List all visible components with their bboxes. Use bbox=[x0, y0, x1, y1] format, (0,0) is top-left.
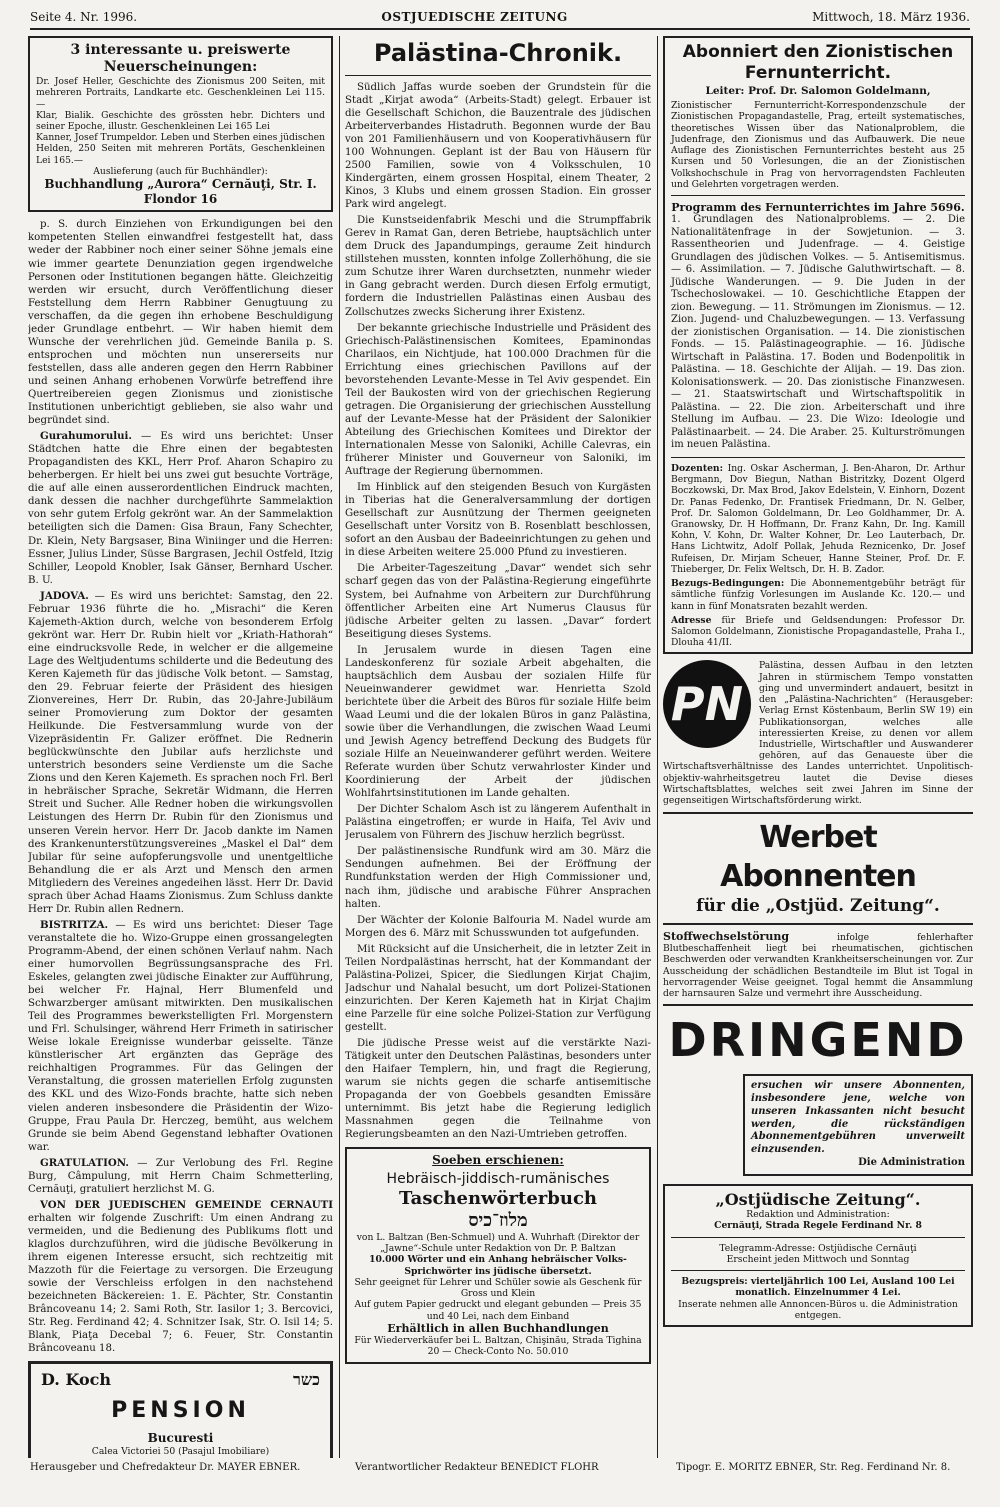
article-paragraph: — Es wird uns berichtet: Dieser Tage veranstaltete die ho. Wizo-Gruppe einen grossangelegten Programm-Abend, der einen schönen Verlauf nahm. Nach einer humorvollen Begrüssungsansprache des Frl. Eskeles, gelangten zwei jüdische Einakter zur Aufführung, bei welcher Fr. Hajnal, Herr Blumenfeld und Schwarzberger amüsant mitwirkten. Den musikalischen Teil des Programmes bewerkstelligten Frl. Morgenstern und Frl. Schulsinger, während Herr Frimeth in satirischer Weise lokale Ereignisse wunderbar geisselte. Tänze künstlerischer Art ergänzten das Gepräge des reichhaltigen Programmes. Für das Gelingen der Veranstaltung, die grossen materiellen Erfolg zugunsten des KKL und des Wizo-Fonds brachte, hatte sich neben vielen anderen insbesondere die Präsidentin der Wizo-Gruppe, Frau Paula Dr. Herczeg, bemüht, aus welchem Grunde sie beim Abend Gegenstand lebhafter Ovationen war. bbox=[28, 919, 333, 1153]
fernunterricht-address-heading: Adresse bbox=[671, 614, 712, 626]
page-header bbox=[30, 6, 970, 30]
dringend-signature: Die Administration bbox=[858, 1156, 965, 1168]
article-paragraph: — Es wird uns berichtet: Samstag, den 22. Februar 1936 führte die ho. „Misrachi“ die Keren Kajemeth-Aktion durch, welche von besonderem Erfolg gekrönt war. Herr Dr. Rubin hielt vor „Kriath-Hathorah“ eine eindrucksvolle Rede, in welcher er die allgemeine Lage des Weltjudentums schilderte und die Bedeutung des Keren Kajemeth für das jüdische Volk betont. — Samstag, den 29. Februar feierte der Präsident des hiesigen Zionvereines, Herr Dr. Rubin, das 20-Jahre-Jubiläum seiner Promovierung zum Doktor der gesamten Heilkunde. Die Festversammlung wurde von der Vizepräsidentin Fr. Galizer eröffnet. Die Rednerin beglückwünschte den Jubilar aufs herzlichste und unterstrich besonders seine Verdienste um die Sache Zions und den Keren Kajemeth. Es sprachen noch Frl. Berl in hebräischer Sprache, Sekretär Widmann, die Herren Streit und Sucher. Alle Redner hoben die wirkungsvollen Leistungen des Herrn Dr. Rubin für den Zionismus und unseren Verein hervor. Herr Dr. Jacob dankte im Namen des Krankenunterstützungsvereines „Maskel el Dal“ dem Jubilar für seine aufopferungsvolle und unentgeltliche Behandlung die er als Arzt und Mensch den armen Mitgliedern des Vereines angedeihen lässt. Herr Dr. David sprach über Achad Haams Zionismus. Zum Schluss dankte Herr Dr. Rubin allen Rednern. bbox=[28, 590, 333, 915]
fernunterricht-dozenten-heading: Dozenten: bbox=[671, 462, 723, 474]
article-heading: BISTRITZA. bbox=[40, 918, 109, 931]
togal-advert bbox=[663, 930, 973, 1000]
column-divider bbox=[339, 36, 340, 1458]
article-paragraph: Mit Rücksicht auf die Unsicherheit, die in letzter Zeit in Teilen Nordpalästinas herrscht, hat der Kommandant der Palästina-Polizei, Spicer, die Siedlungen Kirjat Chajim, Jadschur und Nahalal besucht, um dort Polizei-Stationen einzurichten. Der Keren Kajemeth hat in Kirjat Chajim eine Parzelle für eine solche Polizei-Station zur Verfügung gestellt. bbox=[345, 943, 651, 1033]
ostjuedische-zeitung-info bbox=[663, 1184, 973, 1327]
article-paragraph: Der Dichter Schalom Asch ist zu längerem Aufenthalt in Palästina eingetroffen; er wurde in Haifa, Tel Aviv und Jerusalem von Führern des Jischuw herzlich begrüsst. bbox=[345, 804, 651, 842]
werbet-headline: Werbet Abonnenten bbox=[720, 820, 916, 894]
pension-address: Calea Victoriei 50 (Pasajul Imobiliare) bbox=[91, 1446, 270, 1458]
article-paragraph: erhalten wir folgende Zuschrift: Um einen Andrang zu vermeiden, und die Bedienung des Publikums flott und klaglos durchzuführen, wird die jüdische Bevölkerung in ihrem eigenen Interesse ersucht, sich rechtzeitig mit Mazzoth für die Feiertage zu versorgen. Die Erzeugung sowie der Verschleiss erfolgen in den nachstehend bezeichneten Bäckereien: 1. E. Pächter, Str. Constantin Brâncoveanu 14; 2. Sami Roth, Str. Iasilor 1; 3. Bercovici, Str. Reg. Ferdinand 42; 4. Schnitzer Isak, Str. O. Isil 14; 5. Blank, Piaţa Decebal 7; 6. Feuer, Str. Constantin Brâncoveanu 18. bbox=[28, 1212, 333, 1355]
dringend-headline: DRINGEND bbox=[668, 1013, 968, 1068]
fernunterricht-address: für Briefe und Geldsendungen: Professor Dr. Salomon Goldelmann, Zionistische Propagandastelle, Praha I., Dlouha 41/II. bbox=[671, 614, 966, 649]
pension-title: PENSION bbox=[111, 1397, 250, 1423]
fernunterricht-terms: Die Abonnementgebühr beträgt für sämtliche fünfzig Vorlesungen im Auslande Kc. 120.— und kann in fünf Monatsraten bezahlt werden. bbox=[671, 578, 966, 612]
book-advert-line: Kanner, Josef Trumpeldor. Leben und Sterben eines jüdischen Helden, 250 Seiten mit mehreren Portäts, Geschenkleinen Lei 165.— bbox=[36, 132, 325, 166]
article-heading: VON DER JUEDISCHEN GEMEINDE CERNAUTI bbox=[40, 1198, 333, 1211]
fernunterricht-program-heading: Programm des Fernunterrichtes im Jahre 5696. bbox=[671, 201, 965, 215]
pension-advert bbox=[28, 1361, 333, 1458]
article-paragraph: — Zur Verlobung des Frl. Regine Burg, Câmpulung, mit Herrn Chaim Schmetterling, Cernăuţi, gratuliert herzlichst M. G. bbox=[28, 1157, 333, 1195]
dictionary-text: Sehr geeignet für Lehrer und Schüler sowie als Geschenk für Gross und Klein bbox=[354, 1276, 642, 1300]
column-divider bbox=[657, 36, 658, 1458]
article-heading: GRATULATION. bbox=[40, 1156, 129, 1169]
article-paragraph: Die Arbeiter-Tageszeitung „Davar“ wendet sich sehr scharf gegen das von der Palästina-Regierung eingeführte System, bei Aufnahme von Arbeitern zur Durchführung öffentlicher Arbeiten eine Art Numerus Clausus für jüdische Arbeiter gelten zu lassen. „Davar“ fordert Beseitigung dieses Systems. bbox=[345, 563, 651, 640]
pn-logo-icon bbox=[663, 660, 751, 748]
fernunterricht-terms-heading: Bezugs-Bedingungen: bbox=[671, 578, 785, 590]
column-left bbox=[28, 36, 333, 1458]
dictionary-banner: Soeben erschienen: bbox=[432, 1153, 564, 1168]
dictionary-title: Hebräisch-jiddisch-rumänisches bbox=[386, 1171, 610, 1188]
togal-heading: Stoffwechselstörung bbox=[663, 929, 790, 943]
book-advert-title: 3 interessante u. preiswerte Neuerscheinungen: bbox=[70, 42, 291, 76]
oz-info-line: Bezugspreis: vierteljährlich 100 Lei, Ausland 100 Lei monatlich. Einzelnummer 4 Lei. bbox=[681, 1276, 955, 1299]
oz-info-line: Erscheint jeden Mittwoch und Sonntag bbox=[726, 1253, 910, 1265]
footer-editor: Verantwortlicher Redakteur BENEDICT FLOHR bbox=[355, 1462, 599, 1473]
section-title: Palästina-Chronik. bbox=[373, 39, 623, 67]
fernunterricht-program: 1. Grundlagen des Nationalproblems. — 2. Die Nationalitätenfrage in der Sowjetunion. — 3. Rassentheorien und Judenfrage. — 4. Geistige Grundlagen des jüdischen Volkes. — 5. Antisemitismus. — 6. Assimilation. — 7. Jüdische Galuthwirtschaft. — 8. Jüdische Wanderungen. — 9. Die Juden in der Tschechoslowakei. — 10. Geschichtliche Etappen der zion. Bewegung. — 11. Strömungen im Zionismus. — 12. Zion. Jugend- und Chaluzbewegungen. — 13. Verfassung der zionistischen Organisation. — 14. Die zionistischen Fonds. — 15. Palästinageographie. — 16. Jüdische Wirtschaft in Palästina. 17. Boden und Bodenpolitik in Palästina. — 18. Geschichte der Alijah. — 19. Das zion. Kolonisationswerk. — 20. Das zionistische Finanzwesen. — 21. Staatswirtschaft und Wirtschaftspolitik in Palästina. — 22. Die zion. Arbeiterschaft und ihre Stellung im Aufbau. — 23. Die Wizo: Ideologie und Palästinaarbeit. — 24. Die Araber. 25. Kulturströmungen im neuen Palästina. bbox=[671, 214, 965, 451]
fernunterricht-dozenten: Ing. Oskar Ascherman, J. Ben-Aharon, Dr. Arthur Bergmann, Dov Biegun, Nathan Bistritzky, Dozent Olgerd Boczkowski, Dr. Max Brod, Jakov Edelstein, V. Einhorn, Dozent Dr. Panas Fedenko, Dr. Frantisek Friedmann, Dr. N. Gelber, Prof. Dr. Salomon Goldelmann, Dr. Leo Goldhammer, Dr. A. Granowsky, Dr. H Hoffmann, Dr. Franz Kahn, Dr. Ing. Kamill Kohn, V. Kohn, Dr. Walter Kohner, Dr. Leo Lauterbach, Dr. Hans Lichtwitz, Adolf Pollak, Jehuda Reznicenko, Dr. Josef Rufeisen, Dr. Mirjam Scheuer, Hanne Steiner, Prof. Dr. F. Thieberger, Dr. Felix Weltsch, Dr. H. B. Zador. bbox=[671, 462, 966, 575]
article-paragraph: Der bekannte griechische Industrielle und Präsident des Griechisch-Palästinensischen Komitees, Epaminondas Charilaos, ein Nichtjude, hat 100.000 Drachmen für die Errichtung eines griechischen Pavillons auf der bevorstehenden Levante-Messe in Tel Aviv gespendet. Ein Teil der Baukosten wird von der griechischen Regierung getragen. Die Organisierung der griechischen Ausstellung auf der Levante-Messe hat der Präsident der Salonikier Abteilung des Griechischen Komitees und Direktor der Internationalen Messe von Saloniki, Achille Calevras, ein früherer Minister und Gouverneur von Saloniki, im Auftrage der Regierung übernommen. bbox=[345, 322, 651, 478]
dictionary-text: von L. Baltzan (Ben-Schmuel) und A. Wuhrhaft (Direktor der „Jawne“-Schule unter Redaktion von Dr. P. Baltzan bbox=[356, 1232, 640, 1255]
oz-info-line: Cernăuţi, Strada Regele Ferdinand Nr. 8 bbox=[714, 1220, 922, 1232]
dringend-text: ersuchen wir unsere Abonnenten, insbesondere jene, welche von unseren Inkassanten nicht besucht werden, die rückständigen Abonnementgebühren unverweilt einzusenden. bbox=[751, 1080, 965, 1156]
article-paragraph: Der palästinensische Rundfunk wird am 30. März die Sendungen aufnehmen. Bei der Eröffnung der Rundfunkstation werden der High Commissioner und, nach ihm, jüdische und arabische Führer Ansprachen halten. bbox=[345, 846, 651, 910]
column-middle bbox=[345, 36, 651, 1458]
article-heading: Gurahumorului. bbox=[40, 430, 132, 443]
footer-publisher: Herausgeber und Chefredakteur Dr. MAYER EBNER. bbox=[30, 1462, 301, 1473]
oz-title: „Ostjüdische Zeitung“. bbox=[715, 1189, 921, 1209]
pn-logo-text: PN bbox=[670, 677, 744, 732]
pn-advert-text: Palästina, dessen Aufbau in den letzten Jahren in stürmischem Tempo vonstatten ging und unvermindert andauert, besitzt in den „Palästina-Nachrichten“ (Herausgeber: Verlag Ernst Köstenbaum, Berlin SW 19) ein Publikationsorgan, welches alle interessierten Kreise, zu denen vor allem Industrielle, Wirtschaftler und Auswanderer gehören, auf das Genaueste über die Wirtschaftsverhältnisse des Landes unterrichtet. Unpolitisch-objektiv-wahrheitsgetreu lautet die Devise dieses Wirtschaftsblattes, welches seit zwei Jahren im Sinne der gegenseitigen Wirtschaftsförderung wirkt. bbox=[663, 660, 973, 807]
book-advert bbox=[28, 36, 333, 212]
fernunterricht-leiter: Leiter: Prof. Dr. Salomon Goldelmann, bbox=[705, 85, 931, 98]
book-advert-footer: Buchhandlung „Aurora“ Cernăuţi, Str. I. Flondor 16 bbox=[44, 177, 317, 206]
article-paragraph: In Jerusalem wurde in diesen Tagen eine Landeskonferenz für soziale Arbeit abgehalten, die hauptsächlich dem Ausbau der sozialen Hilfe für Neueinwanderer gewidmet war. Henrietta Szold berichtete über die Arbeit des Büros für soziale Hilfe beim Waad Leumi und die der lokalen Büros in ganz Palästina, sowie über die Verhandlungen, die zwischen Waad Leumi und Jewish Agency betreffend Deckung des Budgets für soziale Hilfe an Neueinwanderer geführt werden. Weitere Referate wurden über Schutz verwahrloster Kinder und Koordinierung der Arbeit der jüdischen Wohlfahrtsinstitutionen im Lande gehalten. bbox=[345, 644, 651, 800]
dictionary-text: 10.000 Wörter und ein Anhang hebräischer Volks-Sprichwörter ins jüdische übersetzt. bbox=[369, 1254, 627, 1277]
article-paragraph: Die jüdische Presse weist auf die verstärkte Nazi-Tätigkeit unter den Deutschen Palästinas, besonders unter den Haifaer Templern, hin, und fragt die Regierung, warum sie nichts gegen die scharfe antisemitische Propaganda der von Goebbels gesandten Emissäre unternimmt. Bis jetzt habe die Regierung lediglich Massnahmen gegen die Teilnahme von Regierungsbeamten an den Nazi-Umtrieben getroffen. bbox=[345, 1038, 651, 1141]
book-advert-line: Klar, Bialik. Geschichte des grössten hebr. Dichters und seiner Epoche, illustr. Geschenkleinen Lei 165 Lei bbox=[36, 109, 325, 133]
pension-owner: D. Koch bbox=[41, 1370, 112, 1390]
header-page-number: Seite 4. Nr. 1996. bbox=[30, 10, 138, 24]
dictionary-advert bbox=[345, 1147, 651, 1363]
column-right bbox=[663, 36, 973, 1458]
oz-info-line: Redaktion und Administration: bbox=[746, 1209, 890, 1221]
werbet-subline: für die „Ostjüd. Zeitung“. bbox=[696, 896, 940, 917]
kosher-label: כשר bbox=[292, 1370, 320, 1390]
book-advert-line: Dr. Josef Heller, Geschichte des Zionismus 200 Seiten, mit mehreren Portraits, Landkarte etc. Geschenkleinen Lei 115.— bbox=[36, 76, 325, 110]
header-date: Mittwoch, 18. März 1936. bbox=[812, 10, 970, 24]
footer-printer: Tipogr. E. MORITZ EBNER, Str. Reg. Ferdinand Nr. 8. bbox=[676, 1462, 951, 1473]
dictionary-text: Auf gutem Papier gedruckt und elegant gebunden — Preis 35 und 40 Lei, nach dem Einband bbox=[354, 1299, 642, 1322]
togal-text: infolge fehlerhafter Blutbeschaffenheit liegt bei rheumatischen, gichtischen Beschwerden oder verwandten Krankheitserscheinungen vor. Zur Ausscheidung der schädlichen Bestandteile im Blut ist Togal in hervorragender Weise geeignet. Togal hemmt die Ansammlung der harnsauren Salze und vermehrt ihre Ausscheidung. bbox=[663, 931, 973, 1000]
dictionary-hebrew-title: מלוז־כיס bbox=[468, 1210, 528, 1232]
article-paragraph: Der Wächter der Kolonie Balfouria M. Nadel wurde am Morgen des 6. März mit Schusswunden tot aufgefunden. bbox=[345, 914, 651, 939]
article-paragraph: Die Kunstseidenfabrik Meschi und die Strumpffabrik Gerev in Ramat Gan, deren Betriebe, hauptsächlich unter dem Druck des Japandumpings, geraume Zeit hindurch stillstehen mussten, konnten infolge Zollerhöhung, die sie zum Schutze ihrer Waren durchsetzten, nunmehr wieder in Gang gebracht werden. Durch diesen Erfolg ermutigt, fordern die Industriellen Palästinas einen Ausbau des Zollschutzes zwecks Sicherung ihrer Existenz. bbox=[345, 215, 651, 318]
oz-info-line: Telegramm-Adresse: Ostjüdische Cernăuţi bbox=[719, 1242, 917, 1254]
fernunterricht-title: Abonniert den Zionistischen Fernunterricht. bbox=[682, 42, 954, 83]
fernunterricht-text: Zionistischer Fernunterricht-Korrespondenzschule der Zionistischen Propagandastelle, Prag, erteilt systematisches, theoretisches Wissen über das Nationalproblem, die Judenfrage, den Zionismus und das Aufbauwerk. Die neue Auflage des Zionistischen Fernunterrichtes besteht aus 25 Kursen und 50 Vorlesungen, die an der Zionistischen Volkshochschule in Prag von hervorragendsten Fachleuten und Gelehrten vorgetragen werden. bbox=[671, 100, 965, 190]
oz-info-line: Inserate nehmen alle Annoncen-Büros u. die Administration entgegen. bbox=[678, 1298, 958, 1321]
dictionary-text: Für Wiederverkäufer bei L. Baltzan, Chişinău, Strada Tighina 20 — Check-Conto No. 50.010 bbox=[354, 1335, 642, 1358]
article-paragraph: Südlich Jaffas wurde soeben der Grundstein für die Stadt „Kirjat awoda“ (Arbeits-Stadt) gelegt. Erbauer ist die Gesellschaft Schichon, die Bauzentrale des jüdischen Arbeiterverbandes Histadruth. Begonnen wurde der Bau von 201 Familienhäusern und von Kooperativhäusern für 100 Wohnungen. Geplant ist der Bau von Häusern für 2500 Familien, sowie von 4 Volksschulen, 10 Kindergärten, einem grossen Hospital, einem Theater, 2 Kinos, 3 Klubs und einem grossen Stadion. Ein grosser Park wird angelegt. bbox=[345, 81, 651, 211]
pension-city: Bucuresti bbox=[147, 1431, 214, 1446]
header-masthead: OSTJUEDISCHE ZEITUNG bbox=[381, 10, 568, 24]
palaestina-nachrichten-advert bbox=[663, 660, 973, 806]
book-advert-line: Auslieferung (auch für Buchhändler): bbox=[93, 165, 268, 177]
article-paragraph: p. S. durch Einziehen von Erkundigungen bei den kompetenten Stellen einwandfrei festgestellt hat, dass weder der Rabbiner noch einer seiner Söhne jemals eine wie immer geartete Denunziation gegen irgendwelche Personen oder Institutionen begangen hätte. Gleichzeitig werden wir ersucht, durch Veröffentlichung dieser Feststellung dem Herrn Rabbiner Genugtuung zu verschaffen, da die gegen ihn erhobene Beschuldigung jeder Grundlage entbehrt. — Wir haben hiemit dem Wunsche der verehrlichen jüd. Gemeinde Banila p. S. entsprochen und möchten nun unsererseits nur feststellen, dass alle anderen gegen den Herrn Rabbiner und seinen Anhang erhobenen Vorwürfe betreffend ihre Quertreibereien gegen Zionismus und zionistische Institutionen unberichtigt geblieben, sie also wahr und begründet sind. bbox=[28, 219, 333, 427]
article-heading: JADOVA. bbox=[40, 589, 89, 602]
fernunterricht-advert bbox=[663, 36, 973, 654]
article-paragraph: Im Hinblick auf den steigenden Besuch von Kurgästen in Tiberias hat die Generalversammlung der dortigen Gesellschaft zur Ausnützung der Thermen geeigneten Gesellschaft unter Vorsitz von B. Rosenblatt beschlossen, sofort an den Ausbau der Badeeinrichtungen zu gehen und in diese Arbeiten weitere 25.000 Pfund zu investieren. bbox=[345, 482, 651, 559]
dringend-notice bbox=[743, 1074, 973, 1176]
dictionary-title: Taschenwörterbuch bbox=[398, 1188, 597, 1210]
dictionary-text: Erhältlich in allen Buchhandlungen bbox=[387, 1321, 609, 1335]
article-paragraph: — Es wird uns berichtet: Unser Städtchen hatte die Ehre einen der begabtesten Propagandisten des KKL, Herr Prof. Aharon Schapiro zu beherbergen. Er hielt bei uns zwei gut besuchte Vorträge, die auf alle einen ausserordentlichen Eindruck machten, dank dessen die nachher durchgeführte Sammelaktion von sehr gutem Erfolg gekrönt war. An der Sammelaktion beteiligten sich die Damen: Gisa Braun, Fany Schechter, Dr. Klein, Nety Bargsaser, Bina Winiinger und die Herren: Essner, Julius Linder, Süsse Bargrasen, Jechil Ostfeld, Itzig Schiller, Leopold Knobler, Isak Gänser, Bernhard Uscher. B. U. bbox=[28, 431, 333, 586]
